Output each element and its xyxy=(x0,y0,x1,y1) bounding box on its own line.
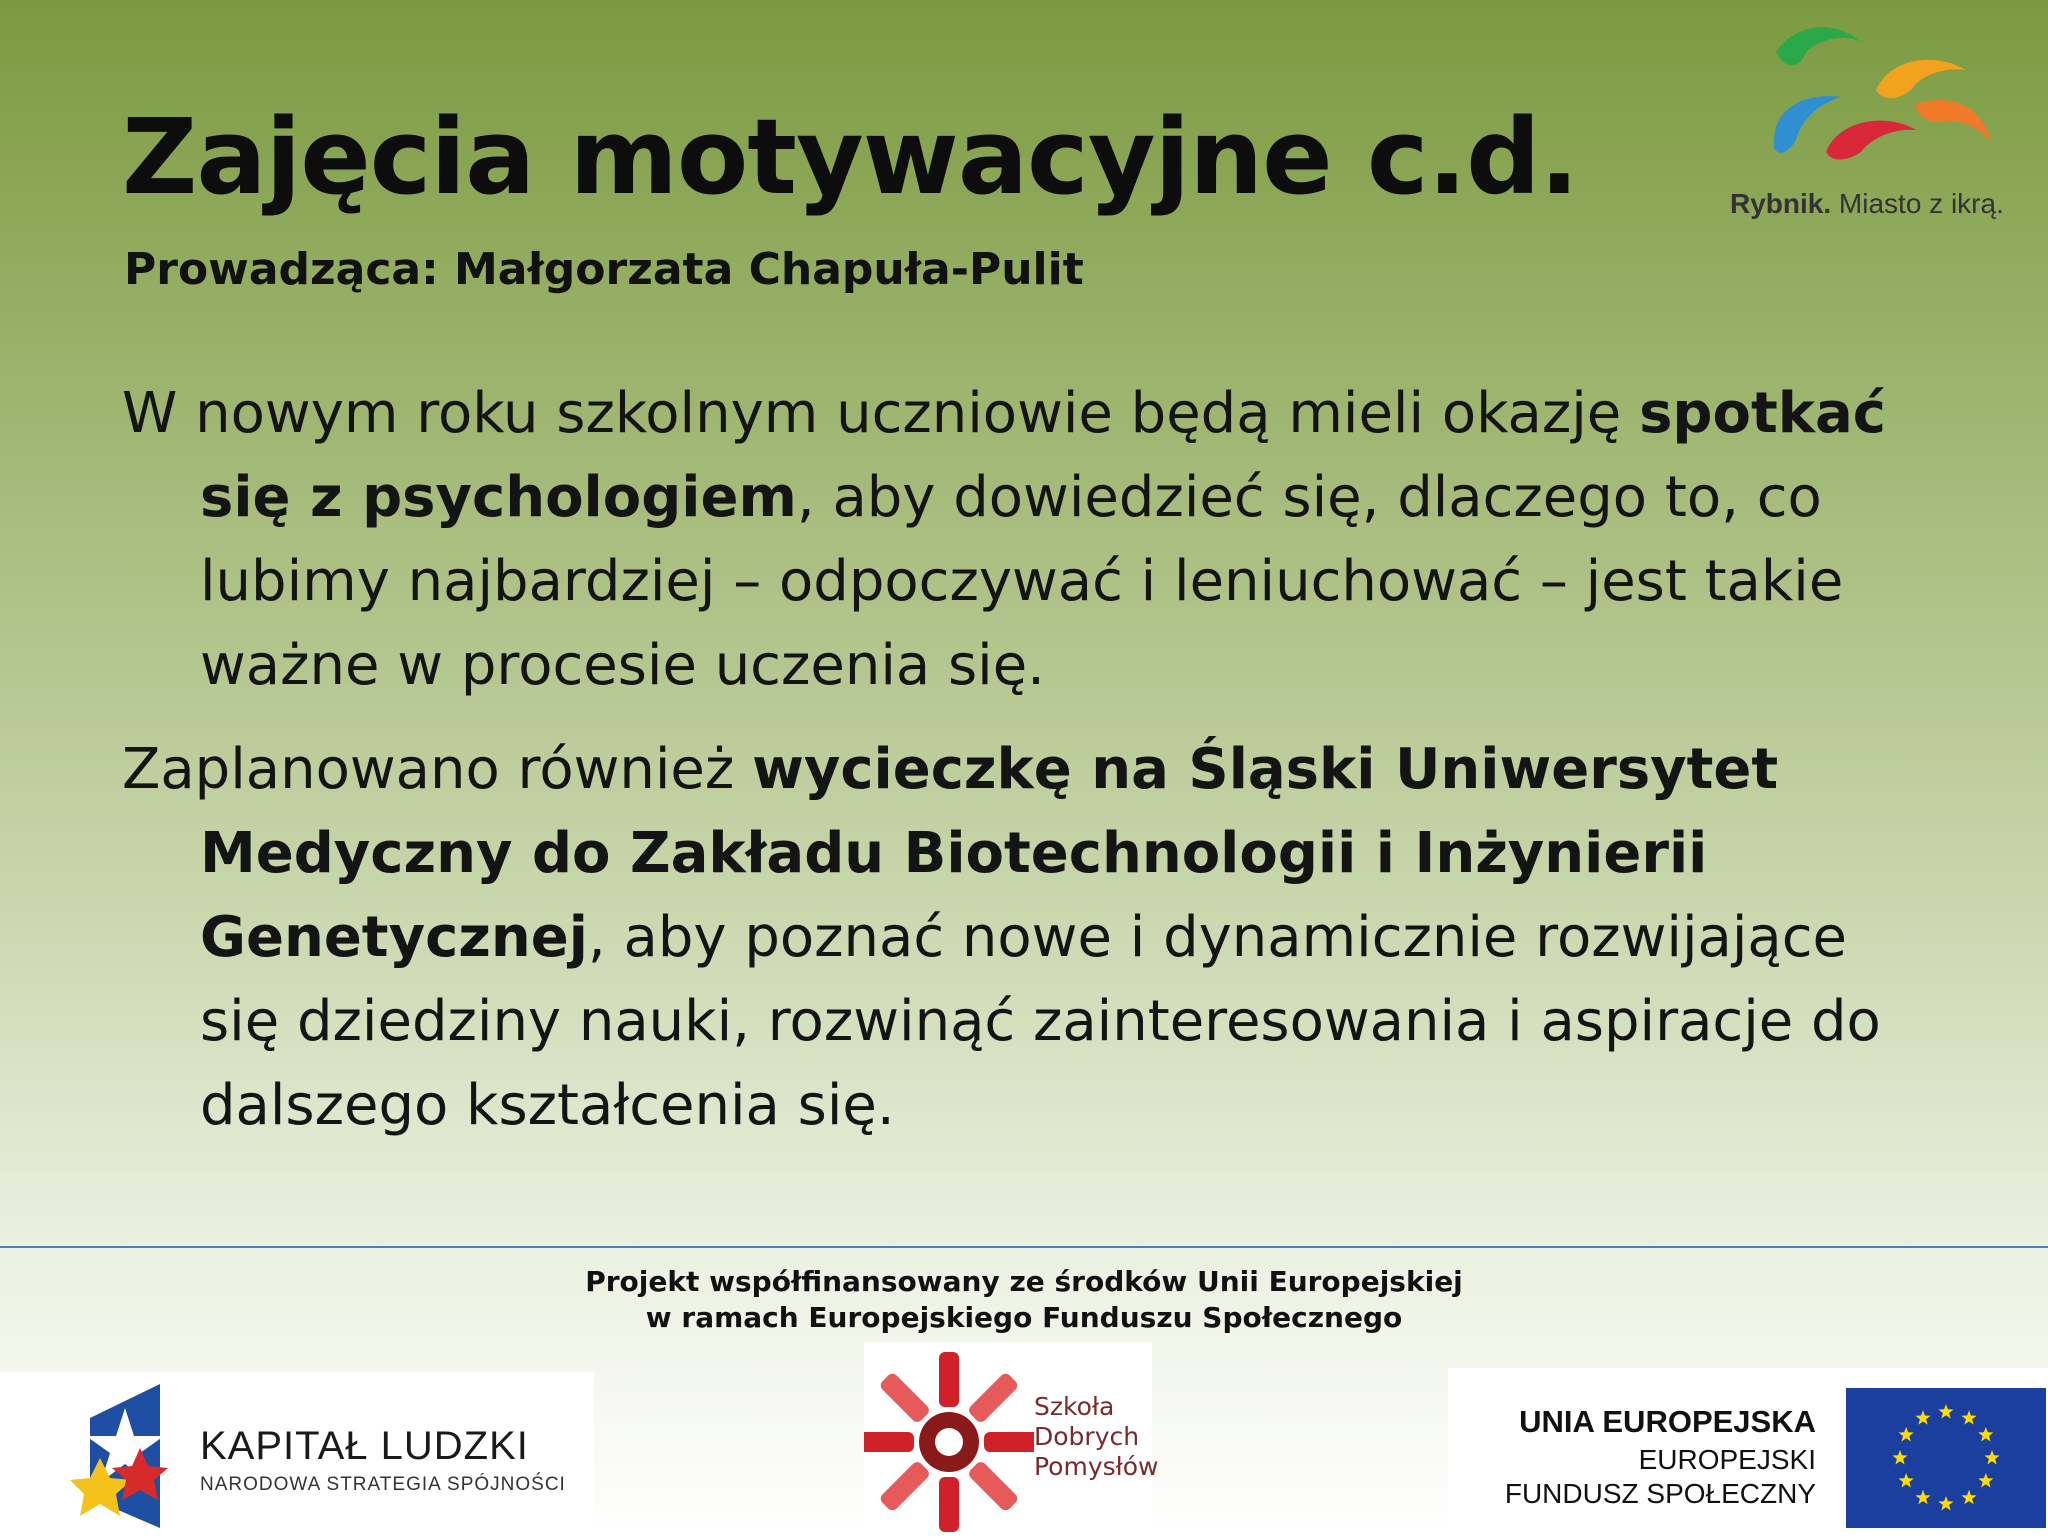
szkola-line-1: Szkoła xyxy=(1034,1392,1115,1421)
szkola-line-2: Dobrych xyxy=(1034,1422,1140,1451)
eu-star-icon xyxy=(1938,1496,1953,1511)
paragraph-psychologist xyxy=(122,372,1942,708)
eu-star-icon xyxy=(1892,1450,1907,1465)
slide-subtitle: Prowadząca: Małgorzata Chapuła-Pulit xyxy=(124,244,1084,295)
kapital-ludzki-logo xyxy=(0,1372,594,1536)
eu-star-icon xyxy=(1915,1490,1930,1505)
unia-line-2: EUROPEJSKI xyxy=(1638,1444,1816,1475)
eu-star-icon xyxy=(1978,1473,1993,1488)
funding-note xyxy=(0,1264,2048,1336)
people-circle-icon xyxy=(864,1342,1034,1536)
p1-text-start: W nowym roku szkolnym uczniowie będą mieli okazję xyxy=(122,381,1640,446)
kapital-subtitle: NARODOWA STRATEGIA SPÓJNOŚCI xyxy=(200,1474,566,1495)
funding-line-1: Projekt współfinansowany ze środków Unii Europejskiej xyxy=(585,1265,1463,1298)
unia-line-1: UNIA EUROPEJSKA xyxy=(1519,1404,1816,1439)
p1-bold: spotkać się z psychologiem xyxy=(200,381,1886,530)
slide-content xyxy=(122,372,1942,1168)
unia-line-3: FUNDUSZ SPOŁECZNY xyxy=(1504,1478,1816,1509)
rybnik-slogan: Miasto z ikrą. xyxy=(1831,188,2004,219)
szkola-line-3: Pomysłów xyxy=(1034,1452,1159,1481)
paragraph-trip xyxy=(122,728,1942,1148)
kapital-title: KAPITAŁ LUDZKI xyxy=(200,1424,529,1468)
footer-divider xyxy=(0,1246,2048,1248)
slide-title: Zajęcia motywacyjne c.d. xyxy=(122,96,1579,218)
rybnik-caption xyxy=(1730,188,2030,220)
eu-star-icon xyxy=(1961,1410,1976,1424)
eu-star-icon xyxy=(1978,1427,1993,1442)
eu-star-icon xyxy=(1984,1450,1999,1465)
p2-bold: wycieczkę na Śląski Uniwersytet Medyczny do Zakładu Biotechnologii i Inżynierii Genetycznej xyxy=(200,737,1779,970)
funding-line-2: w ramach Europejskiego Funduszu Społecznego xyxy=(645,1301,1403,1334)
eu-star-icon xyxy=(1899,1427,1914,1442)
unia-europejska-logo xyxy=(1448,1368,2048,1536)
eu-star-icon xyxy=(1915,1410,1930,1424)
eu-star-icon xyxy=(1938,1404,1953,1419)
rybnik-logo xyxy=(1726,12,2026,232)
rybnik-name: Rybnik. xyxy=(1730,188,1832,219)
eu-flag-icon xyxy=(1846,1388,2046,1528)
szkola-text xyxy=(1034,1392,1159,1482)
eu-star-icon xyxy=(1899,1473,1914,1488)
p2-text-start: Zaplanowano również xyxy=(122,737,753,802)
fish-logo-icon xyxy=(1726,12,2026,182)
p1-text-end: , aby dowiedzieć się, dlaczego to, co lubimy najbardziej – odpoczywać i leniuchować – jest takie ważne w procesie uczenia się. xyxy=(200,465,1844,698)
eu-stars xyxy=(1846,1388,2046,1528)
szkola-dobrych-pomyslow-logo xyxy=(864,1342,1159,1536)
eu-star-icon xyxy=(1961,1490,1976,1505)
p2-text-end: , aby poznać nowe i dynamicznie rozwijające się dziedziny nauki, rozwinąć zainteresowania i aspiracje do dalszego kształcenia się. xyxy=(200,905,1881,1138)
kapital-ludzki-star-icon xyxy=(70,1378,180,1528)
